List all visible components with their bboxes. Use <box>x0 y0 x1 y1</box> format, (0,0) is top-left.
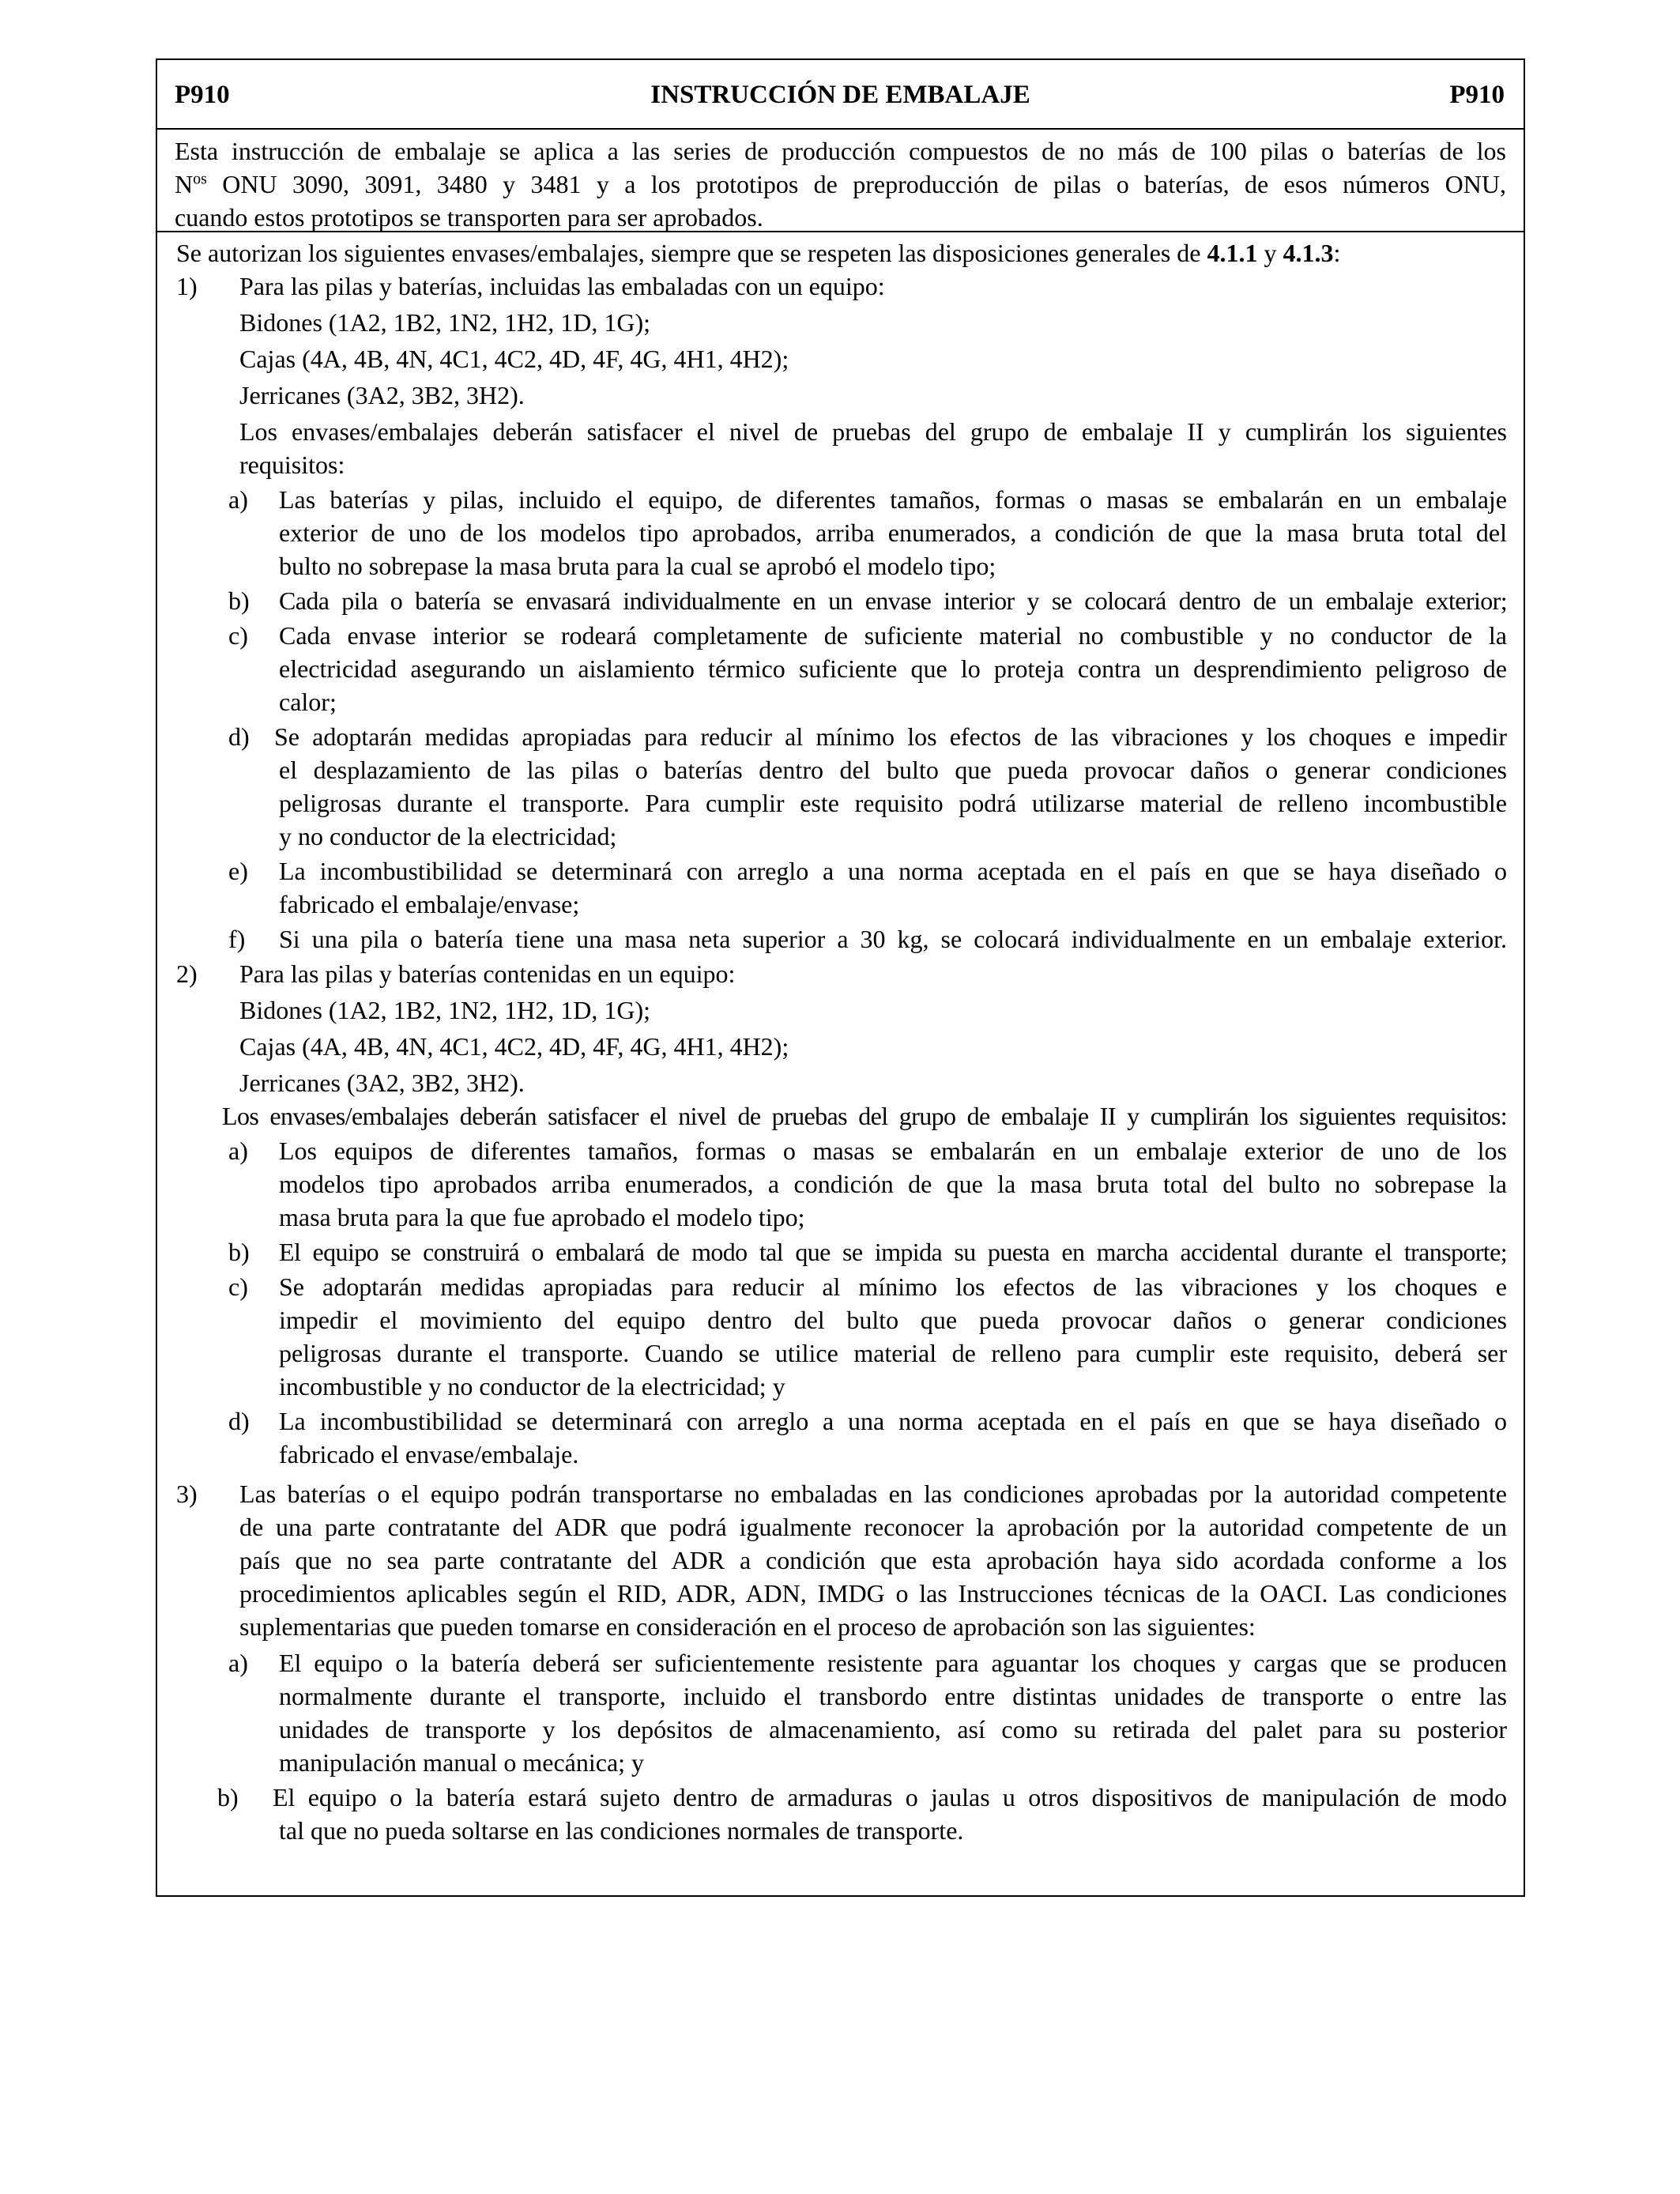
scope-line: $N^{os}$ ONU 3090, 3091, 3480 y 3481 y a los prototipos de preproducción de pilas o baterías, de esos números ONU, <box>175 170 1506 198</box>
requirement-text: tal que no pueda soltarse en las condiciones normales de transporte. <box>279 1816 964 1845</box>
requirement-text: Cada pila o batería se envasará individualmente en un envase interior y se colocará dentro de un embalaje exterior; <box>279 586 1507 615</box>
requirement-text: El equipo o la batería estará sujeto dentro de armaduras o jaulas u otros dispositivos de manipulación de modo <box>273 1783 1507 1811</box>
scope-line: cuando estos prototipos se transporten para ser aprobados. <box>175 203 763 232</box>
requirement-text: calor; <box>279 688 337 716</box>
item-label: e) <box>228 857 248 885</box>
instruction-code-left: P910 <box>175 81 230 109</box>
requirement-text: normalmente durante el transporte, incluido el transbordo entre distintas unidades de transporte o entre las <box>279 1682 1507 1710</box>
packaging-jerricans: Jerricanes (3A2, 3B2, 3H2). <box>239 381 525 409</box>
instruction-code-right: P910 <box>1449 81 1505 109</box>
requirement-text: masa bruta para la que fue aprobado el modelo tipo; <box>279 1203 805 1231</box>
requirement-text: exterior de uno de los modelos tipo aprobados, arriba enumerados, a condición de que la masa bruta total del <box>279 518 1507 547</box>
item-label: f) <box>228 925 246 953</box>
packaging-jerricans: Jerricanes (3A2, 3B2, 3H2). <box>239 1069 525 1097</box>
requirement-text: peligrosas durante el transporte. Cuando se utilice material de relleno para cumplir este requisito, deberá ser <box>279 1339 1507 1367</box>
packaging-boxes: Cajas (4A, 4B, 4N, 4C1, 4C2, 4D, 4F, 4G, 4H1, 4H2); <box>239 1032 789 1061</box>
requirement-text: unidades de transporte y los depósitos de almacenamiento, así como su retirada del palet para su posterior <box>279 1715 1507 1744</box>
requirement-text: El equipo o la batería deberá ser suficientemente resistente para aguantar los choques y cargas que se producen <box>279 1649 1507 1677</box>
requirement-text: La incombustibilidad se determinará con arreglo a una norma aceptada en el país en que se haya diseñado o <box>279 857 1507 885</box>
packaging-drums: Bidones (1A2, 1B2, 1N2, 1H2, 1D, 1G); <box>239 996 650 1024</box>
item-label: a) <box>228 485 248 514</box>
item-label: d) <box>228 722 250 751</box>
section-number: 2) <box>176 959 198 988</box>
item-label: d) <box>228 1407 250 1435</box>
requirement-text: Se adoptarán medidas apropiadas para reducir al mínimo los efectos de las vibraciones y los choques e <box>279 1272 1507 1301</box>
requirements-intro: Los envases/embalajes deberán satisfacer el nivel de pruebas del grupo de embalaje II y cumplirán los siguientes requisitos: <box>222 1102 1507 1130</box>
instruction-title: INSTRUCCIÓN DE EMBALAJE <box>650 81 1030 109</box>
section-text: de una parte contratante del ADR que podrá igualmente reconocer la aprobación por la autoridad competente de un <box>239 1513 1507 1541</box>
requirements-intro: requisitos: <box>239 450 345 479</box>
section-title: Para las pilas y baterías contenidas en un equipo: <box>239 959 736 988</box>
requirements-intro: Los envases/embalajes deberán satisfacer el nivel de pruebas del grupo de embalaje II y cumplirán los siguientes <box>239 417 1507 446</box>
section-number: 3) <box>176 1480 198 1508</box>
requirement-text: El equipo se construirá o embalará de modo tal que se impida su puesta en marcha accidental durante el transporte; <box>279 1238 1507 1266</box>
item-label: c) <box>228 1272 248 1301</box>
requirement-text: modelos tipo aprobados arriba enumerados, a condición de que la masa bruta total del bulto no sobrepase la <box>279 1170 1507 1198</box>
requirement-text: incombustible y no conductor de la electricidad; y <box>279 1372 785 1400</box>
table-header <box>157 60 1524 130</box>
item-label: c) <box>228 621 248 650</box>
requirement-text: electricidad asegurando un aislamiento térmico suficiente que lo proteja contra un desprendimiento peligroso de <box>279 654 1507 683</box>
requirement-text: Si una pila o batería tiene una masa neta superior a 30 kg, se colocará individualmente en un embalaje exterior. <box>279 925 1507 953</box>
scope-paragraph <box>157 130 1524 232</box>
requirement-text: impedir el movimiento del equipo dentro del bulto que pueda provocar daños o generar condiciones <box>279 1306 1507 1334</box>
section-number: 1) <box>176 272 198 300</box>
item-label: b) <box>228 1238 250 1266</box>
packaging-drums: Bidones (1A2, 1B2, 1N2, 1H2, 1D, 1G); <box>239 308 650 337</box>
requirement-text: peligrosas durante el transporte. Para cumplir este requisito podrá utilizarse material de relleno incombustible <box>279 789 1507 817</box>
section-text: país que no sea parte contratante del ADR a condición que esta aprobación haya sido acordada conforme a los <box>239 1546 1507 1574</box>
section-text: Las baterías o el equipo podrán transportarse no embaladas en las condiciones aprobadas por la autoridad competente <box>239 1480 1507 1508</box>
requirement-text: Cada envase interior se rodeará completamente de suficiente material no combustible y no conductor de la <box>279 621 1507 650</box>
packaging-boxes: Cajas (4A, 4B, 4N, 4C1, 4C2, 4D, 4F, 4G, 4H1, 4H2); <box>239 345 789 373</box>
requirement-text: La incombustibilidad se determinará con arreglo a una norma aceptada en el país en que se haya diseñado o <box>279 1407 1507 1435</box>
packing-instruction-table <box>156 58 1525 1897</box>
section-text: procedimientos aplicables según el RID, ADR, ADN, IMDG o las Instrucciones técnicas de la OACI. Las condiciones <box>239 1579 1507 1608</box>
requirement-text: el desplazamiento de las pilas o baterías dentro del bulto que pueda provocar daños o generar condiciones <box>279 756 1507 784</box>
scope-line: Esta instrucción de embalaje se aplica a las series de producción compuestos de no más de 100 pilas o baterías de los <box>175 137 1506 165</box>
item-label: a) <box>228 1137 248 1165</box>
requirement-text: y no conductor de la electricidad; <box>279 822 617 850</box>
requirement-text: Las baterías y pilas, incluido el equipo, de diferentes tamaños, formas o masas se embalarán en un embalaje <box>279 485 1507 514</box>
lead-paragraph: Se autorizan los siguientes envases/embalajes, siempre que se respeten las disposiciones generales de 4.1.1 y 4.1.3: <box>176 239 1341 267</box>
section-text: suplementarias que pueden tomarse en consideración en el proceso de aprobación son las siguientes: <box>239 1612 1256 1641</box>
requirement-text: Los equipos de diferentes tamaños, formas o masas se embalarán en un embalaje exterior de uno de los <box>279 1137 1507 1165</box>
requirement-text: fabricado el embalaje/envase; <box>279 890 580 918</box>
item-label: b) <box>217 1783 239 1811</box>
item-label: a) <box>228 1649 248 1677</box>
requirement-text: bulto no sobrepase la masa bruta para la cual se aprobó el modelo tipo; <box>279 552 996 580</box>
requirement-text: fabricado el envase/embalaje. <box>279 1440 579 1468</box>
item-label: b) <box>228 586 250 615</box>
section-title: Para las pilas y baterías, incluidas las embaladas con un equipo: <box>239 272 885 300</box>
requirement-text: manipulación manual o mecánica; y <box>279 1748 645 1777</box>
requirement-text: Se adoptarán medidas apropiadas para reducir al mínimo los efectos de las vibraciones y los choques e impedir <box>274 722 1507 751</box>
